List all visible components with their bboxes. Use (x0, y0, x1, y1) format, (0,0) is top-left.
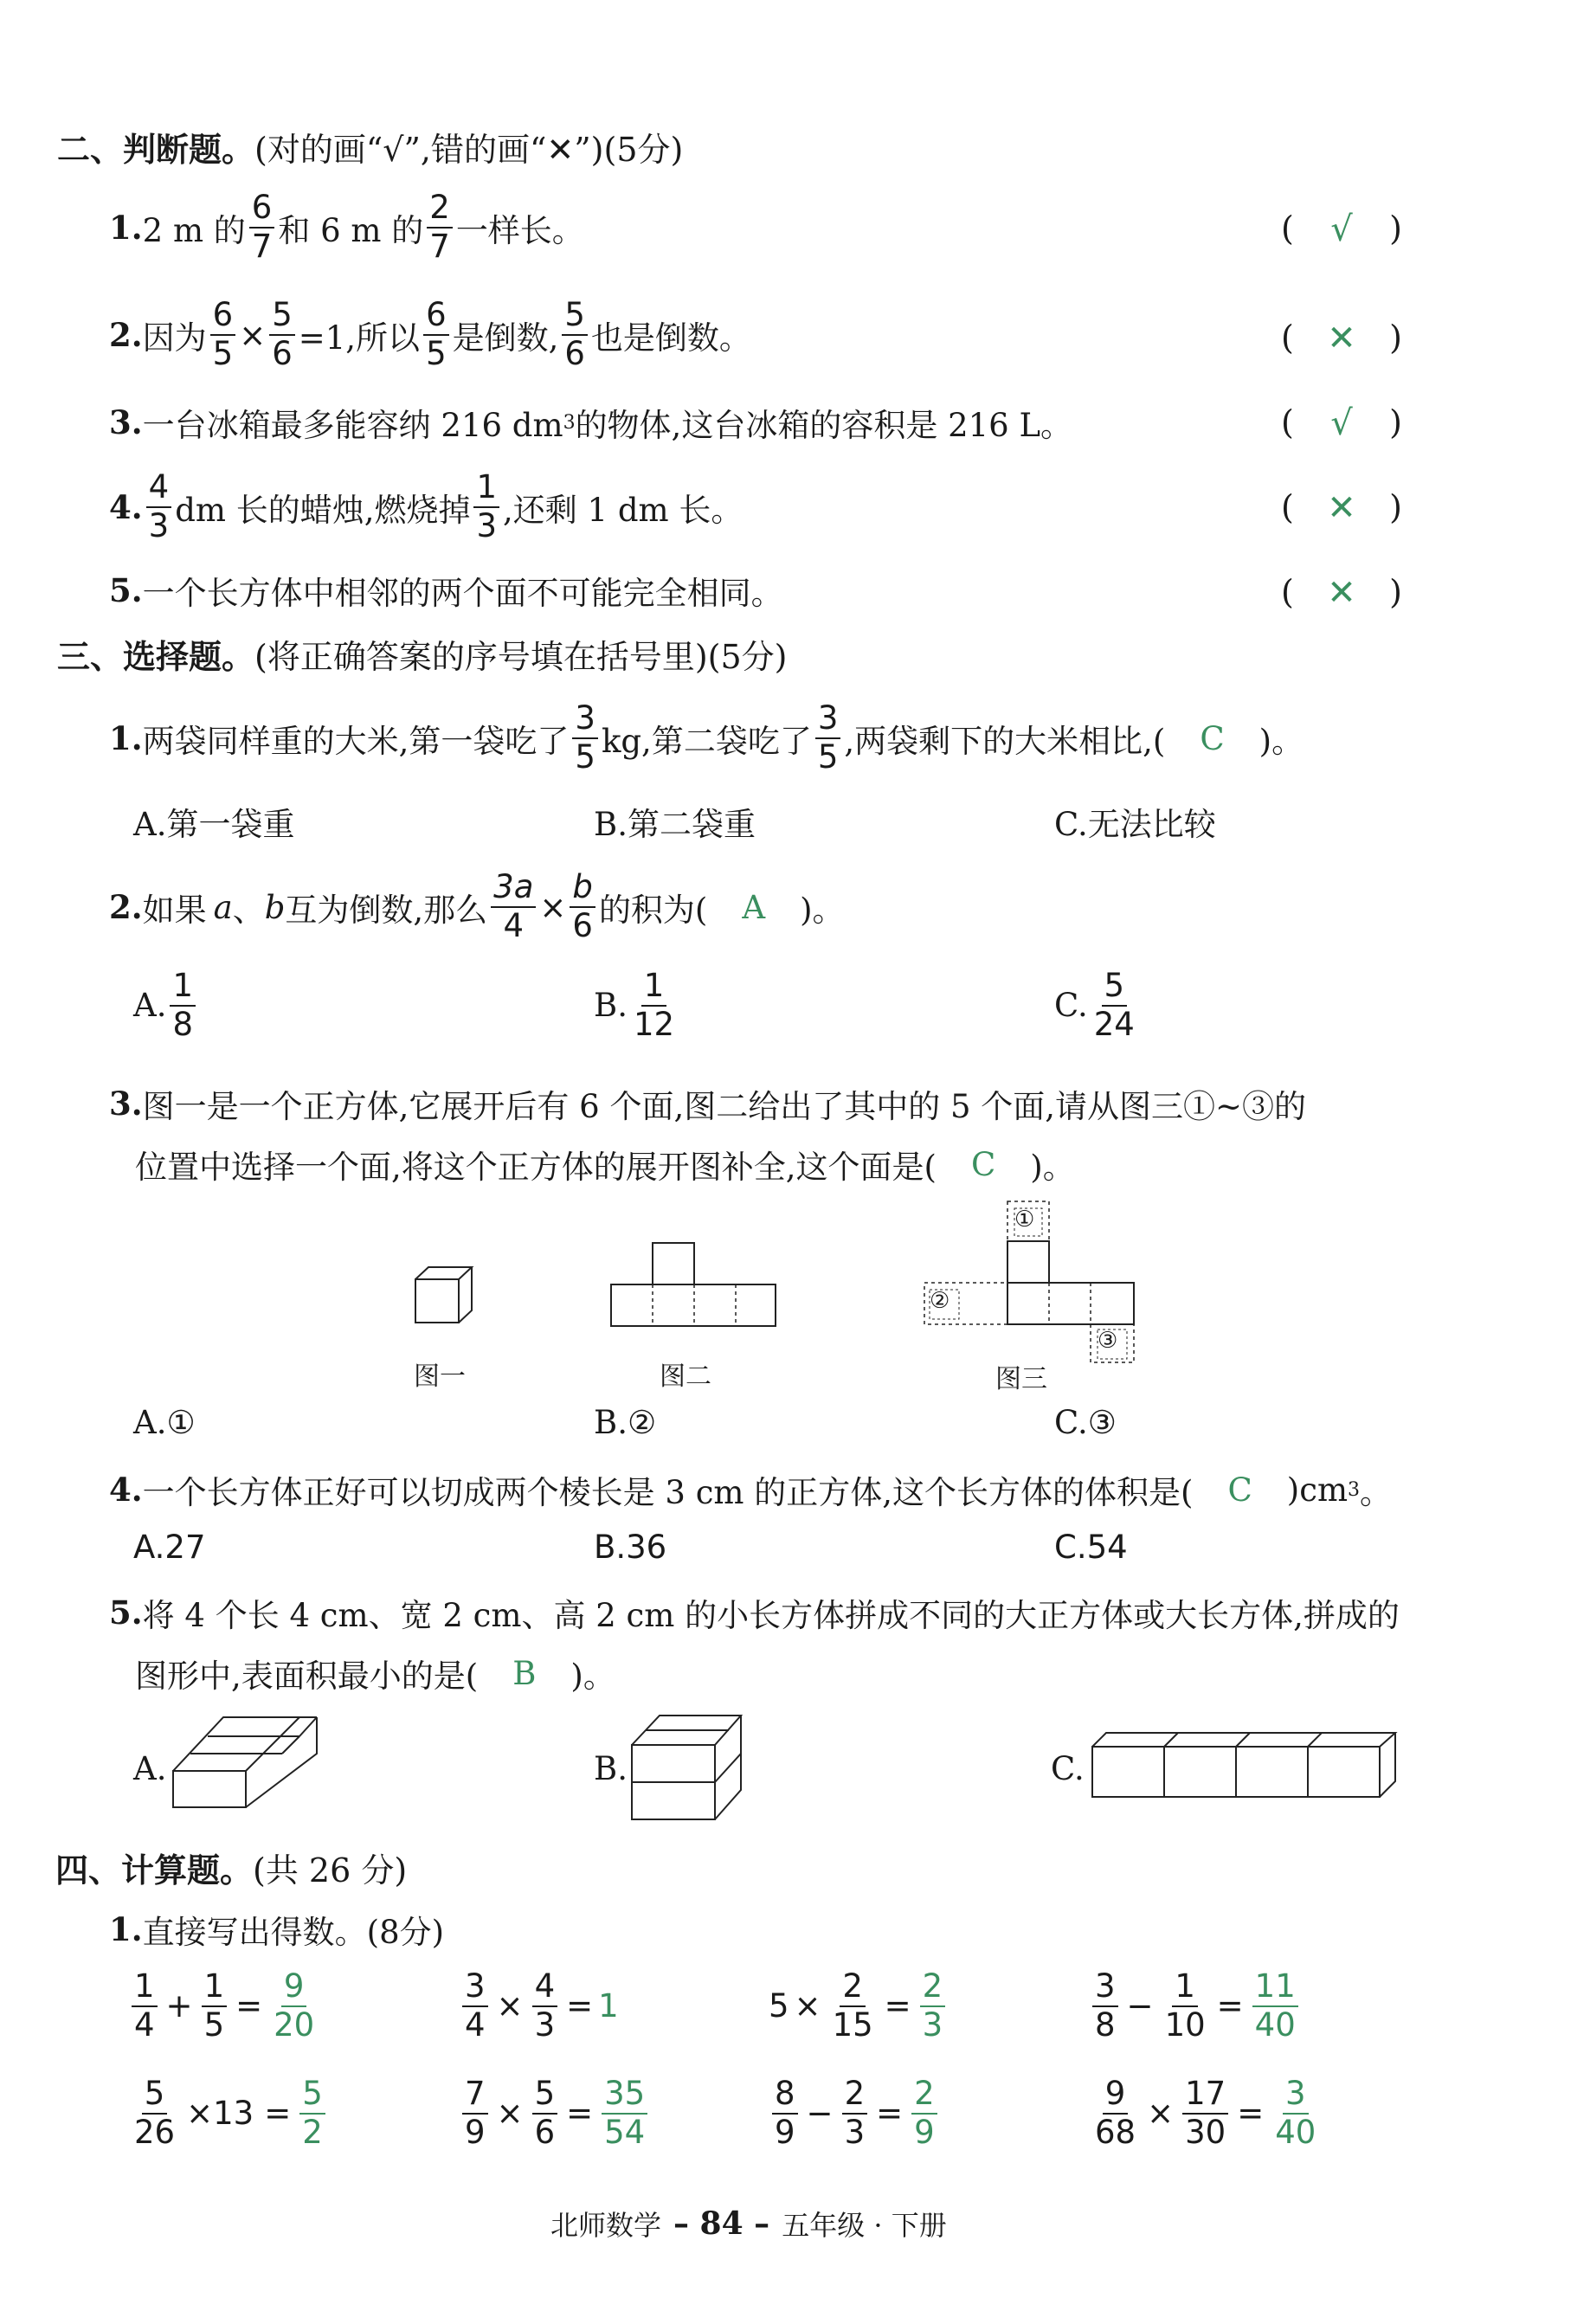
numerator: 2 (840, 1970, 866, 2007)
numerator: 2 (920, 1970, 946, 2007)
superscript: 3 (1348, 1478, 1361, 1501)
denominator: 12 (633, 1005, 675, 1043)
denominator: 6 (564, 335, 585, 372)
denominator: 9 (775, 2113, 795, 2151)
numerator: 1 (473, 471, 499, 508)
denominator: 3 (476, 507, 498, 544)
numerator: b (570, 871, 595, 908)
choice-question-5-line-2 (135, 1650, 615, 1696)
question-text: 图形中,表面积最小的是( (135, 1658, 479, 1695)
denominator: 5 (575, 738, 595, 776)
question-text: )。 (1030, 1149, 1075, 1186)
paren-close: ) (1389, 488, 1402, 526)
numerator: 2 (911, 2077, 937, 2115)
superscript: 3 (563, 411, 576, 434)
paren-open: ( (1281, 209, 1294, 248)
equals: = (876, 2095, 904, 2133)
denominator: 20 (274, 2005, 315, 2044)
item-number: 4. (109, 488, 143, 526)
equals: = (264, 2095, 292, 2133)
denominator: 3 (922, 2005, 943, 2044)
question-text: 。 (1360, 1474, 1393, 1511)
section-4-note: (共 26 分) (253, 1851, 408, 1889)
fraction (132, 1967, 158, 2044)
question-text: 一个长方体正好可以切成两个棱长是 3 cm 的正方体,这个长方体的体积是( (142, 1474, 1194, 1511)
fraction (1162, 1967, 1208, 2044)
question-text: 将 4 个长 4 cm、宽 2 cm、高 2 cm 的小长方体拼成不同的大正方体或大长方体,拼成的 (142, 1597, 1400, 1634)
denominator: 6 (534, 2113, 556, 2151)
question-text: )。 (1258, 723, 1304, 760)
choice-question-1 (109, 698, 1304, 779)
calc-2 (459, 1967, 619, 2044)
figure-1-cube (407, 1262, 485, 1331)
judge-item-3 (109, 400, 1072, 445)
option-c[interactable] (1054, 969, 1141, 1042)
denominator: 9 (465, 2113, 486, 2151)
numerator: 3 (815, 702, 841, 739)
operator: ×13 (186, 2095, 254, 2133)
option-c[interactable]: C.无法比较 (1054, 806, 1216, 843)
question-text: )。 (800, 892, 845, 929)
option-a[interactable]: A.第一袋重 (133, 806, 295, 843)
question-number: 5. (109, 1593, 143, 1632)
numerator: 17 (1182, 2077, 1228, 2115)
denominator: 24 (1093, 1005, 1135, 1043)
denominator: 5 (212, 335, 234, 372)
paren-open: ( (1281, 488, 1294, 526)
numerator: 7 (462, 2077, 488, 2115)
paren-open: ( (1281, 573, 1294, 611)
operator: × (496, 1987, 524, 2025)
numerator: 6 (423, 299, 449, 336)
answer-fraction[interactable] (1272, 2077, 1318, 2150)
numerator: 1 (1172, 1970, 1198, 2007)
operator: × (794, 1987, 821, 2025)
equals: = (1237, 2095, 1265, 2133)
answer-value[interactable]: 1 (598, 1987, 619, 2025)
section-4-title: 四、计算题。 (55, 1851, 254, 1889)
numerator: 35 (602, 2077, 647, 2115)
denominator: 68 (1095, 2113, 1136, 2151)
answer-mark: ✕ (1327, 319, 1356, 358)
numerator: 1 (170, 969, 196, 1007)
judge-item-2 (109, 296, 751, 374)
question-text: 如果 (142, 892, 207, 929)
operator: − (806, 2095, 834, 2133)
paren-close: ) (1389, 209, 1402, 248)
numerator: 1 (202, 1970, 228, 2007)
judge-item-4 (109, 467, 743, 547)
choice-question-3-line-2 (135, 1141, 1075, 1188)
question-text: kg,第二袋吃了 (601, 723, 812, 760)
question-number: 4. (109, 1471, 143, 1509)
figure-2-net (606, 1238, 782, 1333)
position-1-marker: ① (1014, 1207, 1035, 1233)
fraction (423, 296, 449, 372)
item-text: =1,所以 (298, 319, 421, 357)
fraction (249, 191, 275, 264)
equals: = (1216, 1987, 1244, 2025)
item-text: × (239, 316, 267, 354)
question-text: 直接写出得数。(8分) (142, 1914, 445, 1951)
times-sign: × (539, 888, 567, 926)
option-label: C. (1054, 987, 1088, 1025)
operator: + (165, 1987, 193, 2025)
question-text: 位置中选择一个面,将这个正方体的展开图补全,这个面是( (135, 1149, 937, 1186)
denominator: 7 (251, 228, 273, 265)
fraction (427, 191, 453, 264)
judge-item-5 (109, 568, 783, 613)
denominator: 6 (572, 907, 593, 944)
question-number: 2. (109, 888, 143, 926)
numerator: 5 (299, 2077, 325, 2115)
denominator: 54 (604, 2113, 646, 2151)
sub-question-1 (109, 1906, 444, 1953)
numerator: 9 (281, 1970, 307, 2007)
operand: 5 (769, 1987, 789, 2025)
numerator: 6 (249, 191, 275, 229)
option-b[interactable]: B.② (594, 1404, 657, 1441)
section-3-note: (将正确答案的序号填在括号里)(5分) (254, 638, 788, 676)
paren-close: ) (1389, 403, 1402, 441)
question-number: 1. (109, 1910, 143, 1948)
denominator: 40 (1254, 2005, 1296, 2044)
fraction (830, 1967, 876, 2044)
denominator: 8 (1095, 2005, 1116, 2044)
option-label: B. (594, 987, 628, 1025)
item-text: dm 长的蜡烛,燃烧掉 (175, 492, 471, 529)
answer-blank-3[interactable] (1281, 403, 1402, 443)
judge-item-1 (109, 189, 584, 267)
equals: = (566, 1987, 594, 2025)
fraction (570, 868, 595, 944)
denominator: 9 (914, 2113, 935, 2151)
item-text: 一样长。 (455, 212, 584, 249)
denominator: 5 (426, 335, 447, 372)
numerator: 2 (427, 191, 453, 229)
equals: = (235, 1987, 263, 2025)
option-a[interactable]: A.① (133, 1404, 196, 1441)
fraction (210, 296, 236, 372)
calc-4 (1089, 1967, 1302, 2044)
question-text: 两袋同样重的大米,第一袋吃了 (142, 723, 570, 760)
calc-7 (769, 2077, 941, 2150)
fraction (462, 2077, 488, 2150)
fraction (772, 2077, 798, 2150)
numerator: 5 (532, 2077, 558, 2115)
denominator: 40 (1275, 2113, 1316, 2151)
section-4-heading (55, 1844, 407, 1891)
numerator: 4 (146, 471, 172, 508)
numerator: 8 (772, 2077, 798, 2115)
answer-mark: ✕ (1327, 488, 1356, 528)
option-c-shape (1089, 1728, 1400, 1800)
fraction (532, 1967, 558, 2044)
denominator: 5 (817, 738, 839, 776)
calc-6 (459, 2077, 651, 2150)
numerator: 4 (532, 1970, 558, 2007)
item-text: 和 6 m 的 (278, 212, 424, 249)
question-text: )cm (1286, 1471, 1349, 1509)
denominator: 2 (302, 2113, 323, 2151)
variable-b: b (264, 888, 286, 926)
answer-fill[interactable]: C (1227, 1471, 1252, 1509)
item-text: 一个长方体中相邻的两个面不可能完全相同。 (142, 575, 783, 612)
numerator: 5 (562, 299, 588, 336)
option-a[interactable] (133, 969, 199, 1042)
numerator: 3a (491, 871, 536, 908)
answer-mark: √ (1330, 209, 1353, 249)
fraction (269, 296, 295, 372)
question-text: )。 (570, 1658, 615, 1695)
choice-question-2 (109, 866, 845, 949)
answer-fraction[interactable] (299, 2077, 325, 2150)
option-c[interactable]: C.③ (1054, 1404, 1117, 1441)
choice-question-4 (109, 1466, 1392, 1513)
denominator: 4 (503, 907, 525, 944)
variable-a: a (213, 888, 233, 926)
fraction (202, 1967, 228, 2044)
numerator: 5 (1102, 969, 1128, 1007)
denominator: 4 (465, 2005, 486, 2044)
separator: 、 (232, 892, 265, 929)
choice-question-5-line-1 (109, 1589, 1400, 1636)
calc-8 (1089, 2077, 1322, 2150)
fraction (491, 868, 536, 944)
fraction (1091, 969, 1137, 1042)
page-number: – 84 – (673, 2205, 770, 2242)
page-footer (550, 2204, 947, 2244)
question-text: 的积为( (598, 892, 708, 929)
question-text: 图一是一个正方体,它展开后有 6 个面,图二给出了其中的 5 个面,请从图三①~③的 (142, 1088, 1307, 1125)
fraction (532, 2077, 558, 2150)
option-b[interactable]: B.36 (594, 1529, 667, 1566)
item-number: 5. (109, 571, 143, 609)
numerator: 6 (210, 299, 236, 336)
footer-grade: 五年级 · 下册 (782, 2209, 947, 2242)
fraction (170, 969, 196, 1042)
operator: − (1126, 1987, 1154, 2025)
section-2-heading (57, 123, 683, 171)
option-c[interactable]: C.54 (1054, 1529, 1128, 1566)
paren-open: ( (1281, 319, 1294, 357)
option-b[interactable] (594, 969, 680, 1042)
fraction (132, 2077, 177, 2150)
question-text: 互为倒数,那么 (285, 892, 488, 929)
denominator: 10 (1164, 2005, 1206, 2044)
fraction (562, 296, 588, 372)
fraction (842, 2077, 868, 2150)
item-text: 是倒数, (452, 319, 559, 357)
option-b[interactable]: B.第二袋重 (594, 806, 756, 843)
denominator: 3 (844, 2113, 866, 2151)
numerator: 3 (572, 702, 598, 739)
item-text: ,还剩 1 dm 长。 (503, 492, 744, 529)
numerator: 3 (462, 1970, 488, 2007)
numerator: 2 (842, 2077, 868, 2115)
item-number: 2. (109, 316, 143, 354)
choice-question-3-line-1 (109, 1080, 1306, 1127)
position-3-marker: ③ (1098, 1328, 1118, 1354)
position-2-marker: ② (930, 1288, 950, 1314)
answer-fraction[interactable] (602, 2077, 647, 2150)
option-b-label[interactable]: B. (594, 1750, 628, 1787)
fraction (1092, 1967, 1118, 2044)
numerator: 5 (142, 2077, 168, 2115)
numerator: 9 (1103, 2077, 1129, 2115)
question-number: 1. (109, 719, 143, 757)
calc-5 (128, 2077, 329, 2150)
paren-open: ( (1281, 403, 1294, 441)
answer-fill[interactable]: C (1200, 719, 1225, 757)
denominator: 5 (203, 2005, 225, 2044)
answer-blank-5[interactable] (1281, 573, 1402, 613)
calc-3 (769, 1967, 949, 2044)
fraction (1182, 2077, 1228, 2150)
item-text: 的物体,这台冰箱的容积是 216 L。 (575, 407, 1073, 444)
answer-fill[interactable]: B (512, 1654, 537, 1692)
option-a[interactable]: A.27 (133, 1529, 206, 1566)
figure-1-caption: 图一 (414, 1362, 466, 1392)
numerator: 5 (269, 299, 295, 336)
answer-fill[interactable]: C (970, 1145, 996, 1183)
denominator: 8 (172, 1005, 194, 1043)
section-2-title: 二、判断题。 (57, 130, 255, 169)
denominator: 4 (134, 2005, 155, 2044)
option-a-shape (170, 1710, 325, 1823)
answer-blank-2[interactable] (1281, 319, 1402, 358)
fraction (815, 699, 841, 776)
fraction (146, 468, 172, 544)
equals: = (884, 1987, 911, 2025)
paren-close: ) (1389, 319, 1402, 357)
fraction (572, 699, 598, 776)
item-text: 因为 (142, 319, 207, 357)
fraction (462, 1967, 488, 2044)
option-a-label[interactable]: A. (133, 1750, 167, 1787)
denominator: 26 (134, 2113, 176, 2151)
denominator: 30 (1185, 2113, 1226, 2151)
option-c-label[interactable]: C. (1051, 1750, 1085, 1787)
calc-1 (128, 1967, 320, 2044)
question-text: ,两袋剩下的大米相比,( (844, 723, 1166, 760)
numerator: 1 (132, 1970, 158, 2007)
item-number: 3. (109, 403, 143, 441)
answer-fill[interactable]: A (742, 888, 766, 926)
answer-fraction[interactable] (920, 1967, 946, 2044)
denominator: 7 (429, 228, 450, 265)
fraction (631, 969, 677, 1042)
option-b-shape (628, 1710, 744, 1825)
answer-mark: √ (1330, 403, 1353, 443)
denominator: 6 (272, 335, 293, 372)
footer-book-title: 北师数学 (550, 2209, 662, 2242)
answer-fraction[interactable] (271, 1967, 317, 2044)
operator: × (1147, 2095, 1175, 2133)
figure-3-caption: 图三 (995, 1364, 1047, 1394)
denominator: 15 (832, 2005, 873, 2044)
item-text: 2 m 的 (142, 212, 246, 249)
item-number: 1. (109, 209, 143, 247)
denominator: 3 (534, 2005, 556, 2044)
question-number: 3. (109, 1085, 143, 1123)
numerator: 11 (1252, 1970, 1298, 2007)
answer-mark: ✕ (1327, 573, 1356, 613)
numerator: 1 (641, 969, 667, 1007)
item-text: 一台冰箱最多能容纳 216 dm (142, 407, 563, 444)
section-3-heading (57, 630, 788, 678)
fraction (1092, 2077, 1138, 2150)
answer-fraction[interactable] (1252, 1967, 1298, 2044)
fraction (473, 468, 499, 544)
equals: = (566, 2095, 594, 2133)
paren-close: ) (1389, 573, 1402, 611)
item-text: 也是倒数。 (590, 319, 751, 357)
answer-blank-4[interactable] (1281, 488, 1402, 528)
section-2-note: (对的画“√”,错的画“✕”)(5分) (254, 131, 684, 169)
answer-blank-1[interactable] (1281, 209, 1402, 249)
operator: × (496, 2095, 524, 2133)
numerator: 3 (1092, 1970, 1118, 2007)
option-label: A. (133, 987, 167, 1025)
figure-2-caption: 图二 (660, 1362, 711, 1392)
section-3-title: 三、选择题。 (57, 637, 255, 676)
answer-fraction[interactable] (911, 2077, 937, 2150)
numerator: 3 (1283, 2077, 1309, 2115)
denominator: 3 (148, 507, 170, 544)
